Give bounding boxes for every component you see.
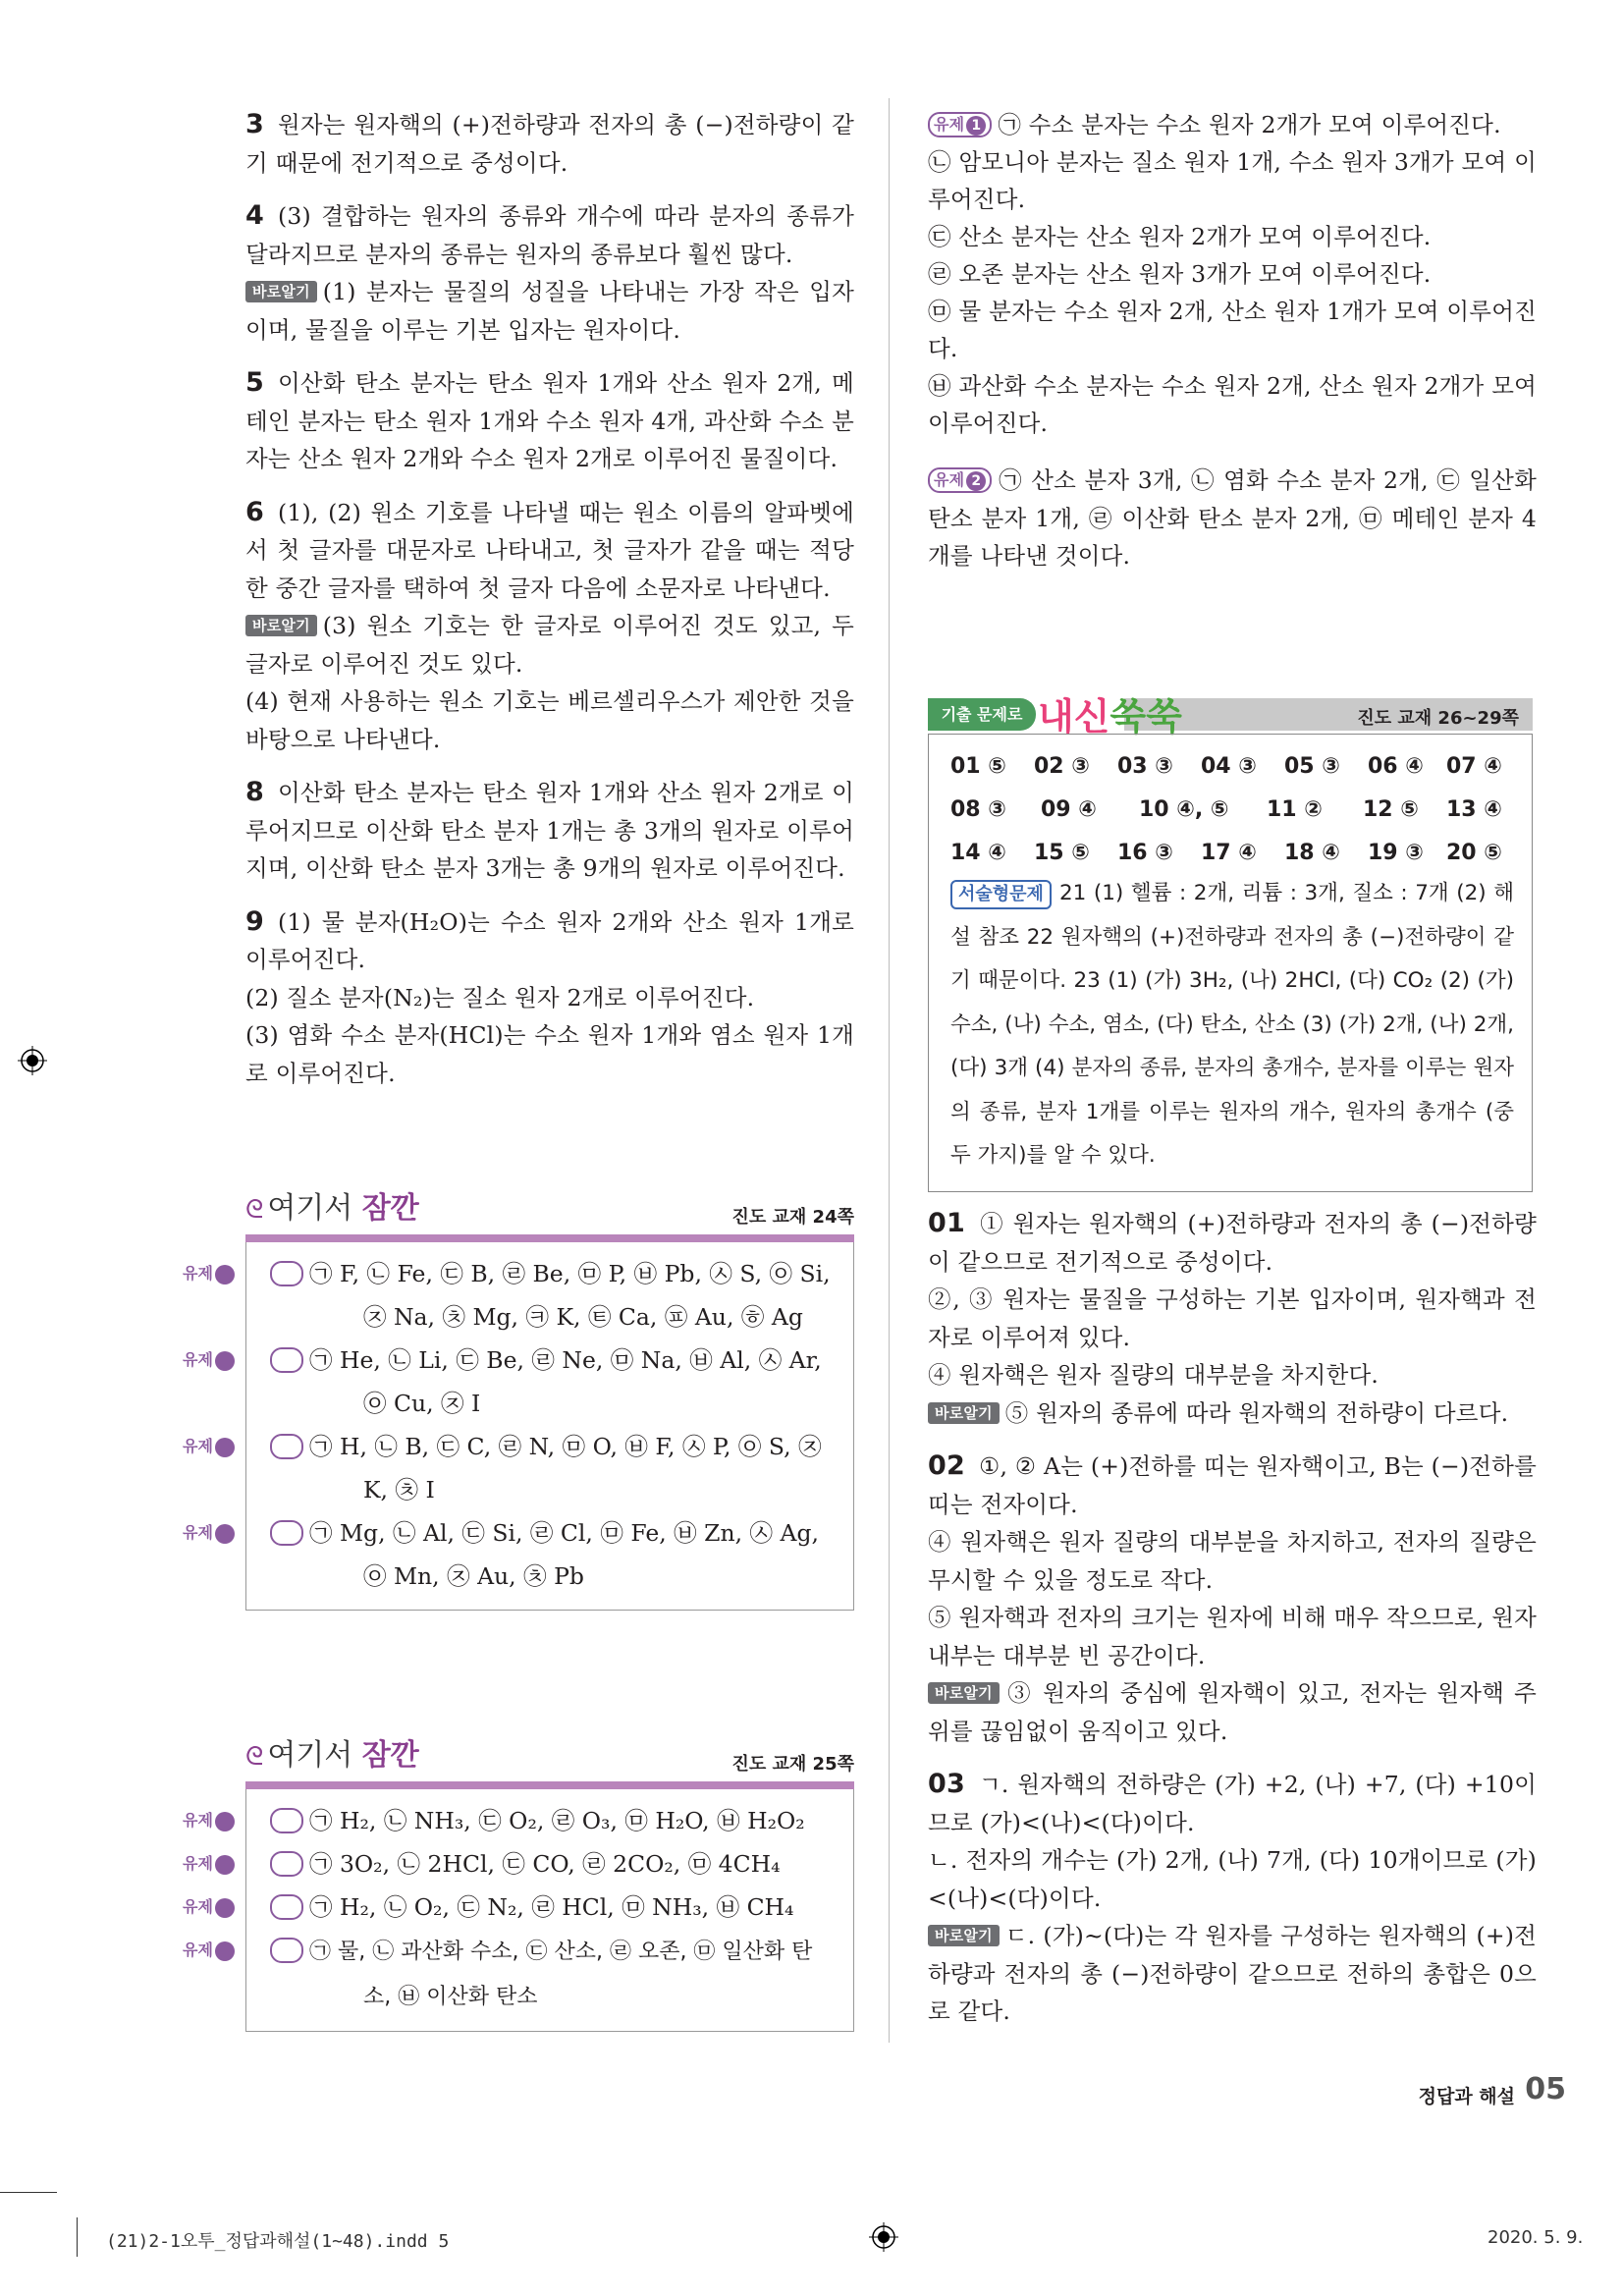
- correction-text: ⑤ 원자의 종류에 따라 원자핵의 전하량이 다르다.: [1004, 1398, 1509, 1427]
- item-text: 이산화 탄소 분자는 탄소 원자 1개와 산소 원자 2개, 메테인 분자는 탄소 원자 1개와 수소 원자 4개, 과산화 수소 분자는 산소 원자 2개와 수소 원자 2개로 이루어진 물질이다.: [245, 369, 854, 472]
- print-file-name: (21)2-1오투_정답과해설(1~48).indd 5: [106, 2231, 450, 2252]
- correction-tag: 바로알기: [928, 1682, 1000, 1704]
- item-number: 01: [928, 1208, 965, 1238]
- line: ㉡ 암모니아 분자는 질소 원자 1개, 수소 원자 3개가 모여 이루어진다.: [928, 148, 1537, 213]
- item-number: 4: [245, 200, 264, 231]
- crop-mark: [0, 2192, 57, 2193]
- answer: 02 ③: [1034, 754, 1090, 779]
- answer-item-8: [245, 774, 854, 888]
- item-text: (1) 물 분자(H₂O)는 수소 원자 2개와 산소 원자 1개로 이루어진다.: [245, 907, 854, 973]
- antenna-icon: ᘓ: [245, 1195, 264, 1225]
- answer: 05 ③: [1284, 754, 1340, 779]
- answer: 04 ③: [1201, 754, 1257, 779]
- answer: 15 ⑤: [1034, 841, 1090, 865]
- example-badge: 유제3: [270, 1434, 303, 1459]
- box-row: [173, 1929, 853, 2019]
- example-badge: 유제 2: [928, 467, 992, 493]
- item-text: ㄴ. 전자의 개수는 (가) 2개, (나) 7개, (다) 10개이므로 (가)<(나)<(다)이다.: [928, 1846, 1537, 1912]
- answer: 01 ⑤: [950, 754, 1006, 779]
- example-badge: 유제3: [270, 1894, 303, 1920]
- item-text: ① 원자는 원자핵의 (+)전하량과 전자의 총 (−)전하량이 같으므로 전기적으로 중성이다.: [928, 1210, 1537, 1276]
- item-text: ⑤ 원자핵과 전자의 크기는 원자에 비해 매우 작으므로, 원자 내부는 대부분 빈 공간이다.: [928, 1604, 1537, 1669]
- item-number: 9: [245, 905, 264, 937]
- box-title-b: 잠깐: [361, 1191, 419, 1226]
- example-badge: 유제2: [270, 1851, 303, 1877]
- correction-tag: 바로알기: [245, 281, 317, 302]
- correction-text: (3) 원소 기호는 한 글자로 이루어진 것도 있고, 두 글자로 이루어진 것도 있다.: [245, 612, 854, 678]
- answer-item-6: [245, 494, 854, 759]
- line: ㉥ 과산화 수소 분자는 수소 원자 2개, 산소 원자 2개가 모여 이루어진다.: [928, 372, 1537, 437]
- item-number: 3: [245, 109, 264, 139]
- answer: 06 ④: [1368, 754, 1424, 779]
- essay-tag: 서술형문제: [950, 880, 1052, 909]
- item-text: (3) 결합하는 원자의 종류와 개수에 따라 분자의 종류가 달라지므로 분자의 종류는 원자의 종류보다 훨씬 많다.: [245, 202, 854, 268]
- box-title-bar: [245, 1781, 854, 1789]
- answer: 10 ④, ⑤: [1139, 797, 1229, 822]
- item-number: 02: [928, 1450, 965, 1481]
- example-badge: 유제1: [270, 1808, 303, 1833]
- page-ref: 진도 교재 26~29쪽: [1357, 708, 1519, 729]
- example-1-explanation: [928, 106, 1537, 442]
- line: ㉢ 산소 분자는 산소 원자 2개가 모여 이루어진다.: [928, 223, 1432, 250]
- item-text: ㄱ. 원자핵의 전하량은 (가) +2, (나) +7, (다) +10이므로 (가)<(나)<(다)이다.: [928, 1771, 1537, 1836]
- answer-item-3: [245, 106, 854, 182]
- line: ㉠ 산소 분자 3개, ㉡ 염화 수소 분자 2개, ㉢ 일산화 탄소 분자 1개, ㉣ 이산화 탄소 분자 2개, ㉤ 메테인 분자 4개를 나타낸 것이다.: [928, 466, 1537, 570]
- box-row: [173, 1842, 853, 1886]
- answer: 17 ④: [1201, 841, 1257, 865]
- answer: 19 ③: [1368, 841, 1424, 865]
- box-page-ref: 진도 교재 25쪽: [731, 1754, 854, 1775]
- crop-mark: [77, 2217, 78, 2257]
- row-text: ㉠ H₂, ㉡ NH₃, ㉢ O₂, ㉣ O₃, ㉤ H₂O, ㉥ H₂O₂: [309, 1807, 805, 1834]
- item-number: 8: [245, 777, 264, 807]
- answer: 11 ②: [1267, 797, 1323, 822]
- row-text: ㉠ 물, ㉡ 과산화 수소, ㉢ 산소, ㉣ 오존, ㉤ 일산화 탄소, ㉥ 이산화 탄소: [309, 1940, 813, 2009]
- box-row: [173, 1511, 853, 1598]
- item-text: 원자는 원자핵의 (+)전하량과 전자의 총 (−)전하량이 같기 때문에 전기적으로 중성이다.: [245, 111, 854, 177]
- box-title-b: 잠깐: [361, 1738, 419, 1773]
- item-text: (4) 현재 사용하는 원소 기호는 베르셀리우스가 제안한 것을 바탕으로 나타낸다.: [245, 687, 854, 753]
- item-text: 이산화 탄소 분자는 탄소 원자 1개와 산소 원자 2개로 이루어지므로 이산화 탄소 분자 1개는 총 3개의 원자로 이루어지며, 이산화 탄소 분자 3개는 총 9개의 원자로 이루어진다.: [245, 779, 854, 882]
- line: ㉤ 물 분자는 수소 원자 2개, 산소 원자 1개가 모여 이루어진다.: [928, 298, 1537, 362]
- answer: 08 ③: [950, 797, 1006, 822]
- answer: 13 ④: [1446, 797, 1502, 822]
- row-text: ㉠ H₂, ㉡ O₂, ㉢ N₂, ㉣ HCl, ㉤ NH₃, ㉥ CH₄: [309, 1893, 794, 1921]
- item-text: (1), (2) 원소 기호를 나타낼 때는 원소 이름의 알파벳에서 첫 글자를 대문자로 나타내고, 첫 글자가 같을 때는 적당한 중간 글자를 택하여 첫 글자 다음에 소문자로 나타낸다.: [245, 498, 854, 602]
- row-text: ㉠ F, ㉡ Fe, ㉢ B, ㉣ Be, ㉤ P, ㉥ Pb, ㉦ S, ㉧ Si, ㉨ Na, ㉩ Mg, ㉪ K, ㉫ Ca, ㉬ Au, ㉭ Ag: [309, 1260, 831, 1331]
- box-row: [173, 1425, 853, 1511]
- line: ㉣ 오존 분자는 산소 원자 3개가 모여 이루어진다.: [928, 260, 1432, 288]
- box-title-25: [245, 1730, 854, 1789]
- answer: 03 ③: [1117, 754, 1173, 779]
- item-number: 5: [245, 367, 264, 398]
- box-row: [173, 1886, 853, 1929]
- example-badge: 유제 1: [928, 112, 992, 137]
- example-badge: 유제1: [270, 1261, 303, 1286]
- naesin-answer-box: [928, 734, 1533, 1192]
- answer: 07 ④: [1446, 754, 1502, 779]
- answer-item-03: [928, 1766, 1537, 2031]
- print-date: 2020. 5. 9.: [1488, 2227, 1584, 2248]
- footer-label: 정답과 해설: [1418, 2086, 1515, 2107]
- column-divider: [889, 98, 890, 2043]
- row-text: ㉠ He, ㉡ Li, ㉢ Be, ㉣ Ne, ㉤ Na, ㉥ Al, ㉦ Ar, ㉧ Cu, ㉨ I: [309, 1346, 822, 1417]
- answer: 12 ⑤: [1363, 797, 1419, 822]
- correction-text: (1) 분자는 물질의 성질을 나타내는 가장 작은 입자이며, 물질을 이루는 기본 입자는 원자이다.: [245, 278, 854, 344]
- box-title-a: 여기서: [267, 1191, 362, 1226]
- right-column-top: [928, 106, 1537, 591]
- brand-logo: 내신쑥쑥: [1038, 695, 1182, 738]
- example-badge: 유제2: [270, 1347, 303, 1373]
- registration-mark-icon: [18, 1046, 47, 1075]
- antenna-icon: ᘓ: [245, 1742, 264, 1772]
- example-badge: 유제4: [270, 1938, 303, 1963]
- answer: 18 ④: [1284, 841, 1340, 865]
- box-logo: [245, 1730, 419, 1774]
- left-column: [245, 106, 854, 1108]
- correction-tag: 바로알기: [928, 1925, 1000, 1946]
- correction-text: ㄷ. (가)~(다)는 각 원자를 구성하는 원자핵의 (+)전하량과 전자의 총 (−)전하량이 같으므로 전하의 총합은 0으로 같다.: [928, 1922, 1537, 2025]
- answer: 09 ④: [1041, 797, 1097, 822]
- answer: 20 ⑤: [1446, 841, 1502, 865]
- registration-mark-icon: [869, 2222, 898, 2252]
- answer-item-4: [245, 197, 854, 349]
- item-text: (3) 염화 수소 분자(HCl)는 수소 원자 1개와 염소 원자 1개로 이루어진다.: [245, 1021, 854, 1087]
- answer: 16 ③: [1117, 841, 1173, 865]
- answer-item-5: [245, 364, 854, 478]
- item-text: ②, ③ 원자는 물질을 구성하는 기본 입자이며, 원자핵과 전자로 이루어져 있다.: [928, 1285, 1537, 1351]
- right-column-bottom: [928, 1205, 1537, 2047]
- page-number: 05: [1525, 2072, 1566, 2106]
- item-text: ④ 원자핵은 원자 질량의 대부분을 차지하고, 전자의 질량은 무시할 수 있을 정도로 작다.: [928, 1528, 1537, 1594]
- correction-text: ③ 원자의 중심에 원자핵이 있고, 전자는 원자핵 주위를 끊임없이 움직이고 있다.: [928, 1679, 1537, 1745]
- row-text: ㉠ 3O₂, ㉡ 2HCl, ㉢ CO, ㉣ 2CO₂, ㉤ 4CH₄: [309, 1850, 781, 1878]
- item-text: (2) 질소 분자(N₂)는 질소 원자 2개로 이루어진다.: [245, 983, 755, 1011]
- naesin-header: [928, 694, 1533, 738]
- box-title-a: 여기서: [267, 1738, 362, 1773]
- box-24: [173, 1242, 854, 1611]
- row-text: ㉠ H, ㉡ B, ㉢ C, ㉣ N, ㉤ O, ㉥ F, ㉦ P, ㉧ S, ㉨ K, ㉩ I: [309, 1433, 822, 1503]
- item-number: 03: [928, 1769, 965, 1799]
- line: ㉠ 수소 분자는 수소 원자 2개가 모여 이루어진다.: [998, 111, 1501, 138]
- box-logo: [245, 1183, 419, 1227]
- box-row: [173, 1799, 853, 1842]
- example-2-explanation: [928, 462, 1537, 575]
- box-title-bar: [245, 1234, 854, 1242]
- header-pill: 기출 문제로: [928, 698, 1036, 731]
- correction-tag: 바로알기: [245, 615, 317, 636]
- box-row: [173, 1252, 853, 1339]
- correction-tag: 바로알기: [928, 1402, 1000, 1424]
- answer: 14 ④: [950, 841, 1006, 865]
- row-text: ㉠ Mg, ㉡ Al, ㉢ Si, ㉣ Cl, ㉤ Fe, ㉥ Zn, ㉦ Ag, ㉧ Mn, ㉨ Au, ㉩ Pb: [309, 1519, 820, 1590]
- answer-item-01: [928, 1205, 1537, 1432]
- box-page-ref: 진도 교재 24쪽: [731, 1207, 854, 1228]
- essay-answers: [950, 872, 1514, 1178]
- box-row: [173, 1339, 853, 1425]
- answer-item-02: [928, 1448, 1537, 1750]
- essay-text: 21 (1) 헬륨 : 2개, 리튬 : 3개, 질소 : 7개 (2) 해설 참조 22 원자핵의 (+)전하량과 전자의 총 (−)전하량이 같기 때문이다. 23 (1) (가) 3H₂, (나) 2HCl, (다) CO₂ (2) (가) 수소, (나) 수소, 염소, (다) 탄소, 산소 (3) (가) 2개, (나) 2개, (다) 3개 (4) 분자의 종류, 분자의 총개수, 분자를 이루는 원자의 종류, 분자 1개를 이루는 원자의 개수, 원자의 총개수 (중 두 가지)를 알 수 있다.: [950, 881, 1514, 1168]
- answer-item-9: [245, 903, 854, 1093]
- box-title-24: [245, 1183, 854, 1242]
- item-text: ④ 원자핵은 원자 질량의 대부분을 차지한다.: [928, 1361, 1380, 1389]
- item-text: ①, ② A는 (+)전하를 띠는 원자핵이고, B는 (−)전하를 띠는 전자이다.: [928, 1452, 1537, 1518]
- example-badge: 유제4: [270, 1520, 303, 1546]
- item-number: 6: [245, 496, 264, 527]
- box-25: [173, 1789, 854, 2032]
